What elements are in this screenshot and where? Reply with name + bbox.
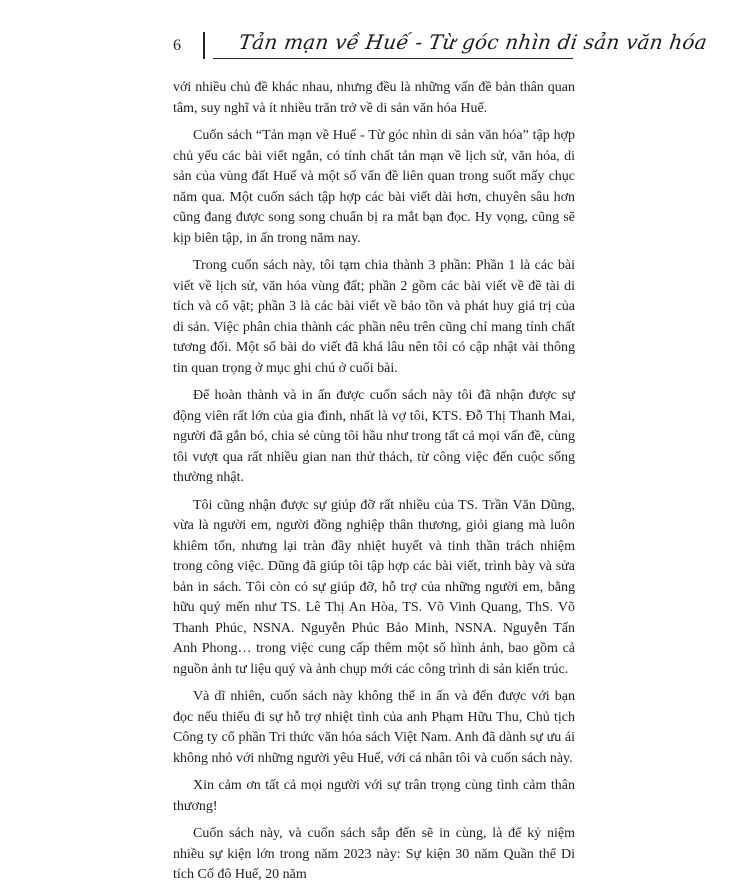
body-text: [173, 78, 575, 893]
running-title: Tản mạn về Huế - Từ góc nhìn di sản văn hóa: [237, 30, 709, 54]
paragraph-continuation: với nhiều chủ đề khác nhau, nhưng đều là những vấn đề bản thân quan tâm, suy nghĩ và ít nhiều trăn trở về di sản văn hóa Huế.: [173, 80, 575, 116]
page-number: 6: [173, 37, 181, 54]
page-header: [173, 28, 709, 62]
paragraph: Để hoàn thành và in ấn được cuốn sách này tôi đã nhận được sự động viên rất lớn của gia đình, nhất là vợ tôi, KTS. Đỗ Thị Thanh Mai, người đã gắn bó, chia sẻ cùng tôi hầu như trong tất cả mọi vấn đề, cùng tôi vượt qua rất nhiều gian nan thử thách, từ công việc đến cuộc sống thường nhật.: [173, 388, 575, 485]
header-underline: [213, 58, 573, 59]
paragraph: Trong cuốn sách này, tôi tạm chia thành 3 phần: Phần 1 là các bài viết về lịch sử, văn hóa vùng đất; phần 2 gồm các bài viết về đề tài di tích và cổ vật; phần 3 là các bài viết về bảo tồn và phát huy giá trị của di sản. Việc phân chia thành các phần nêu trên cũng chỉ mang tính chất tương đối. Một số bài do viết đã khá lâu nên tôi có cập nhật vài thông tin quan trọng ở mục ghi chú ở cuối bài.: [173, 258, 575, 376]
header-divider-bar: [203, 32, 205, 59]
paragraph: Cuốn sách “Tản mạn về Huế - Từ góc nhìn di sản văn hóa” tập hợp chủ yếu các bài viết ngắn, có tính chất tản mạn về lịch sử, văn hóa, di sản của vùng đất Huế và một số vấn đề liên quan trong suốt mấy chục năm qua. Một cuốn sách tập hợp các bài viết dài hơn, chuyên sâu hơn cũng đang được song song chuẩn bị ra mắt bạn đọc. Hy vọng, cũng sẽ kịp biên tập, in ấn trong năm nay.: [173, 128, 575, 246]
paragraph: Cuốn sách này, và cuốn sách sắp đến sẽ in cùng, là để kỷ niệm nhiều sự kiện lớn trong năm 2023 này: Sự kiện 30 năm Quần thể Di tích Cố đô Huế, 20 năm: [173, 826, 575, 882]
paragraph: Xin cảm ơn tất cả mọi người với sự trân trọng cùng tình cảm thân thương!: [173, 778, 575, 814]
paragraph: Tôi cũng nhận được sự giúp đỡ rất nhiều của TS. Trần Văn Dũng, vừa là người em, người đồng nghiệp thân thương, giỏi giang mà luôn khiêm tốn, nhưng lại tràn đầy nhiệt huyết và tinh thần trách nhiệm trong công việc. Dũng đã giúp tôi tập hợp các bài viết, trình bày và sửa bản in sách. Tôi còn có sự giúp đỡ, hỗ trợ của những người em, bằng hữu quý mến như TS. Lê Thị An Hòa, TS. Võ Vinh Quang, ThS. Võ Thanh Phúc, NSNA. Nguyễn Phúc Bảo Minh, NSNA. Nguyễn Tấn Anh Phong… trong việc cung cấp thêm một số hình ảnh, bao gồm cả nguồn ảnh tư liệu quý và ảnh chụp mới các công trình di sản kiến trúc.: [173, 497, 575, 677]
paragraph: Và dĩ nhiên, cuốn sách này không thể in ấn và đến được với bạn đọc nếu thiếu đi sự hỗ trợ nhiệt tình của anh Phạm Hữu Thu, Chủ tịch Công ty cổ phần Tri thức văn hóa sách Việt Nam. Anh đã dành sự ưu ái không nhỏ với những người yêu Huế, với cá nhân tôi và cuốn sách này.: [173, 689, 575, 766]
